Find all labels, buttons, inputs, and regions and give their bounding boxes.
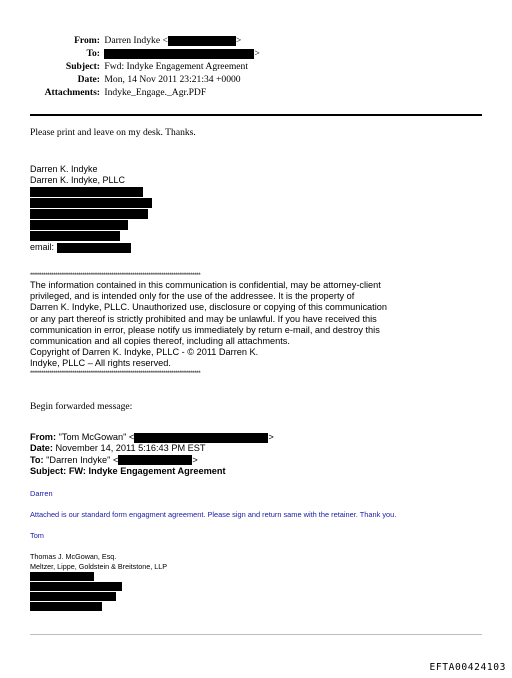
fwd-to-label: To: xyxy=(30,454,44,465)
redaction xyxy=(30,187,143,197)
header-from-row xyxy=(0,34,512,47)
inner-signature xyxy=(30,552,167,611)
forwarded-intro: Begin forwarded message: xyxy=(30,401,133,412)
fwd-to-row xyxy=(30,455,274,466)
fwd-date-value: November 14, 2011 5:16:43 PM EST xyxy=(55,443,206,454)
inner-greeting: Darren xyxy=(30,489,53,498)
disclaimer-line: The information contained in this communication is confidential, may be attorney-client xyxy=(30,280,381,290)
disclaimer-line: Darren K. Indyke, PLLC. Unauthorized use, disclosure or copying of this communication xyxy=(30,302,387,313)
disclaimer-line: communication and all copies thereof, including all attachments. xyxy=(30,336,290,347)
fwd-to-value: "Darren Indyke" < xyxy=(46,454,119,465)
fwd-date-label: Date: xyxy=(30,443,53,454)
message-body: Please print and leave on my desk. Thanks. xyxy=(30,127,196,138)
disclaimer-block xyxy=(30,272,490,378)
signature-block xyxy=(30,164,152,253)
forwarded-header xyxy=(30,432,274,478)
fwd-subject-row xyxy=(30,466,274,477)
redaction xyxy=(118,455,192,465)
redaction xyxy=(30,602,102,611)
fwd-from-value: "Tom McGowan" < xyxy=(58,432,135,442)
email-label: email: xyxy=(30,242,55,252)
disclaimer-line: privileged, and is intended only for the use of the addressee. It is the property of xyxy=(30,291,355,302)
subject-value: Fwd: Indyke Engagement Agreement xyxy=(104,61,249,72)
fwd-to-close: > xyxy=(192,454,198,465)
redaction xyxy=(30,220,128,230)
inner-text: Attached is our standard form engagment agreement. Please sign and return same with the retainer. Thank you. xyxy=(30,510,397,519)
inner-sig-firm: Meltzer, Lippe, Goldstein & Breitstone, LLP xyxy=(30,561,168,571)
signature-name: Darren K. Indyke xyxy=(30,164,98,174)
redaction xyxy=(168,36,236,46)
to-value: > xyxy=(104,47,259,60)
header-date-row xyxy=(0,73,512,86)
attachments-label: Attachments: xyxy=(44,87,100,98)
to-label: To: xyxy=(86,48,100,59)
fwd-subject-value: FW: Indyke Engagement Agreement xyxy=(68,466,226,477)
header-divider xyxy=(30,114,482,116)
subject-label: Subject: xyxy=(65,61,100,72)
disclaimer-line: Copyright of Darren K. Indyke, PLLC - © 2011 Darren K. xyxy=(30,347,259,358)
inner-sig-name: Thomas J. McGowan, Esq. xyxy=(30,552,117,561)
redaction xyxy=(30,582,122,591)
redaction xyxy=(104,49,254,59)
redaction xyxy=(30,572,94,581)
from-label: From: xyxy=(74,35,100,46)
from-value: Darren Indyke < > xyxy=(104,35,242,46)
date-label: Date: xyxy=(77,74,100,85)
footer-divider xyxy=(30,634,482,635)
header-attachments-row xyxy=(0,86,512,99)
inner-sign: Tom xyxy=(30,531,44,540)
redaction xyxy=(30,231,120,241)
redaction xyxy=(30,209,148,219)
header-subject-row xyxy=(0,60,512,73)
header-to-row xyxy=(0,47,512,60)
disclaimer-stars-top: **************************************************************************************** xyxy=(30,273,201,279)
disclaimer-line: or any part thereof is strictly prohibited and may be unlawful. If you have received this xyxy=(30,313,377,324)
disclaimer-line: communication in error, please notify us immediately by return e-mail, and destroy this xyxy=(30,324,380,335)
fwd-date-row xyxy=(30,443,274,454)
attachments-value[interactable]: Indyke_Engage._Agr.PDF xyxy=(104,87,207,98)
disclaimer-line: Indyke, PLLC – All rights reserved. xyxy=(30,358,171,369)
redaction xyxy=(30,198,152,208)
fwd-subject-label: Subject: xyxy=(30,466,67,477)
fwd-from-close: > xyxy=(268,432,274,442)
document-id: EFTA00424103 xyxy=(429,662,506,673)
redaction xyxy=(57,243,131,253)
disclaimer-stars-bottom: **************************************************************************************** xyxy=(30,370,201,377)
date-value: Mon, 14 Nov 2011 23:21:34 +0000 xyxy=(104,74,241,85)
fwd-from-label: From: xyxy=(30,432,57,442)
signature-firm: Darren K. Indyke, PLLC xyxy=(30,175,126,185)
redaction xyxy=(134,433,268,443)
signature-email-row xyxy=(30,242,152,253)
fwd-from-row xyxy=(30,432,274,443)
redaction xyxy=(30,592,116,601)
